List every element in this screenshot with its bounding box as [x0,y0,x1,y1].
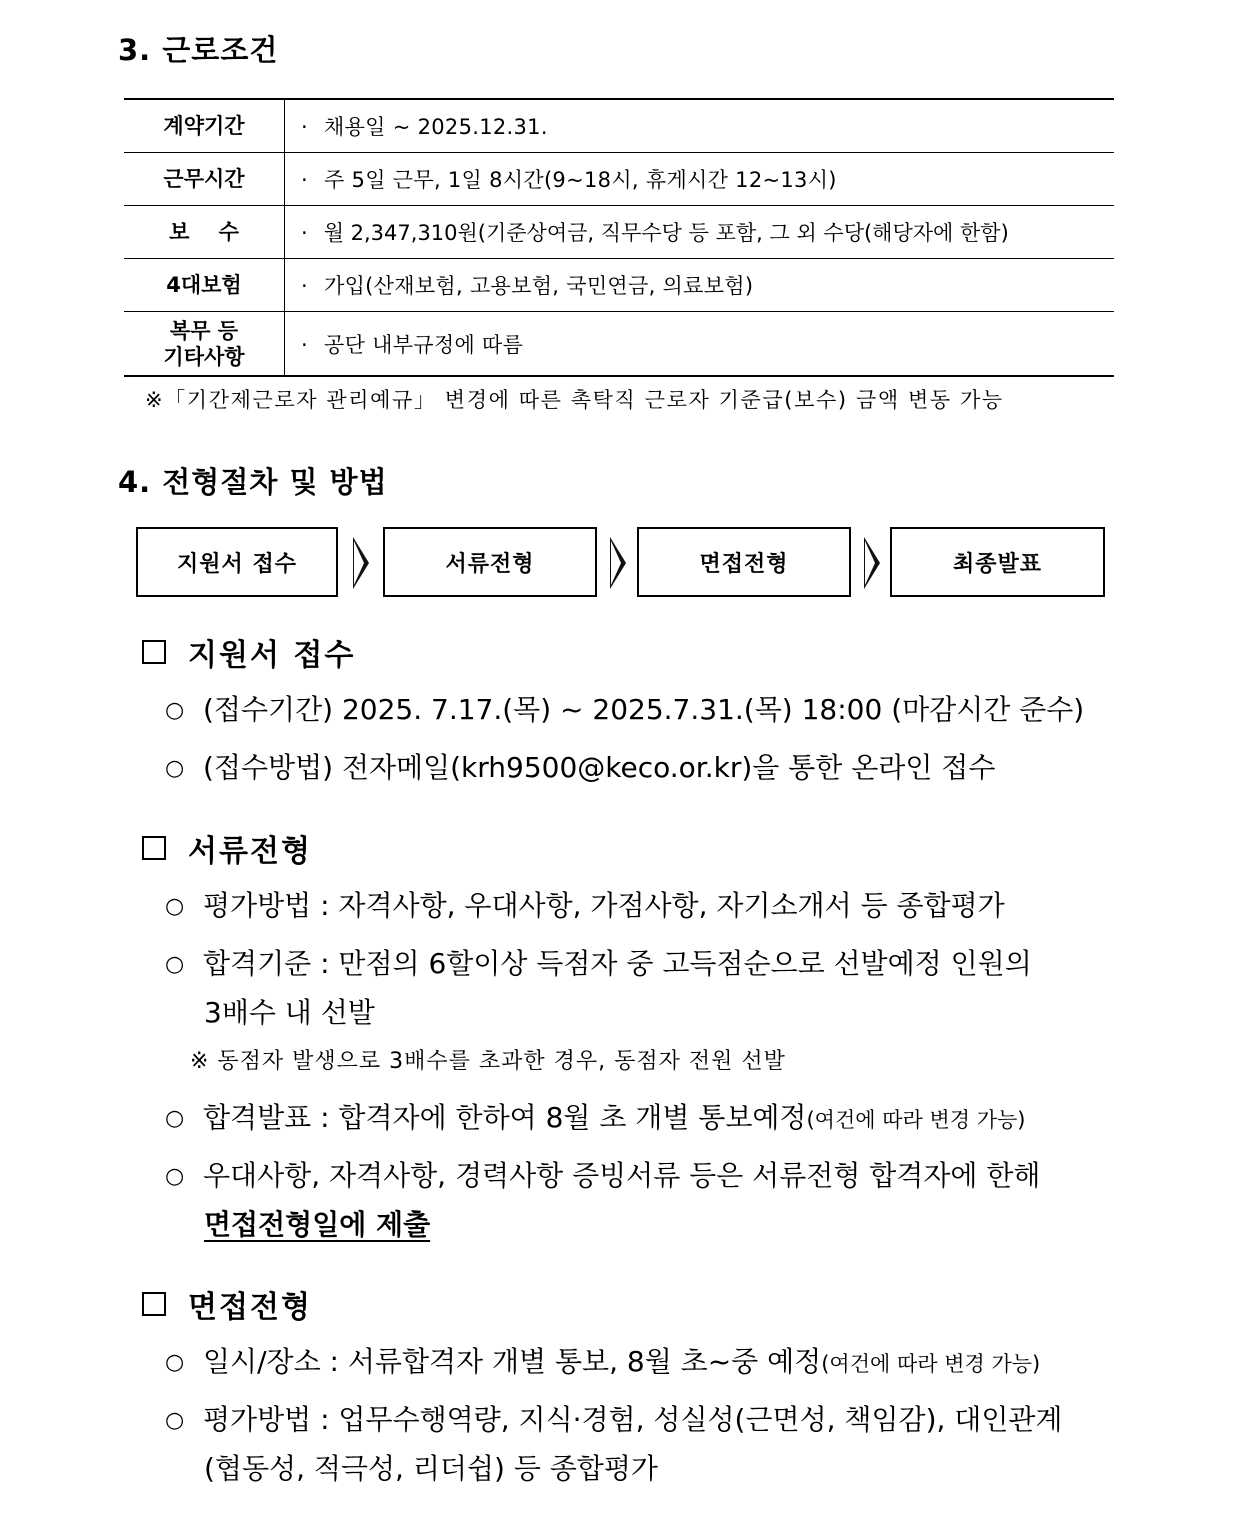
list-item: ○ 일시/장소 : 서류합격자 개별 통보, 8월 초~중 예정(여건에 따라 변경 가능) [165,1338,1125,1388]
table-row [124,99,1114,153]
table-row [124,259,1114,312]
checkbox-square-icon [142,836,166,860]
list-item: ○ 평가방법 : 자격사항, 우대사항, 가점사항, 자기소개서 등 종합평가 [165,882,1125,931]
list-item: ○ (접수기간) 2025. 7.17.(목) ~ 2025.7.31.(목) 18:00 (마감시간 준수) [165,686,1125,735]
work-conditions-table [124,98,1114,377]
table-row [124,153,1114,206]
circle-bullet-icon: ○ [165,1408,185,1433]
row-key: 4대보험 [124,259,285,312]
list-item: ○ (접수방법) 전자메일(krh9500@keco.or.kr)을 통한 온라인 접수 [165,744,1125,793]
row-key: 근무시간 [124,153,285,206]
circle-bullet-icon: ○ [165,1106,185,1131]
subsection-application: 지원서 접수 [142,630,355,674]
flow-arrow-icon [864,537,880,589]
row-key: 계약기간 [124,99,285,153]
salary-change-note: ※「기간제근로자 관리예규」 변경에 따른 촉탁직 근로자 기준급(보수) 금액 변동 가능 [145,388,1004,412]
row-value: · 월 2,347,310원(기준상여금, 직무수당 등 포함, 그 외 수당(해당자에 한함) [285,206,1115,259]
list-item: ○ 평가방법 : 업무수행역량, 지식·경험, 성실성(근면성, 책임감), 대인관계 (협동성, 적극성, 리더쉽) 등 종합평가 [165,1396,1125,1493]
circle-bullet-icon: ○ [165,1164,185,1189]
flow-step-final: 최종발표 [890,527,1105,597]
list-item: ○ 합격기준 : 만점의 6할이상 득점자 중 고득점순으로 선발예정 인원의 3배수 내 선발 [165,940,1125,1037]
flow-arrow-icon [610,537,626,589]
list-item: ○ 우대사항, 자격사항, 경력사항 증빙서류 등은 서류전형 합격자에 한해 면접전형일에 제출 [165,1152,1125,1249]
row-value: · 채용일 ~ 2025.12.31. [285,99,1115,153]
circle-bullet-icon: ○ [165,1350,185,1375]
table-row [124,312,1114,377]
row-value: · 공단 내부규정에 따름 [285,312,1115,377]
section-4-title: 4. 전형절차 및 방법 [118,465,388,499]
submission-emphasis: 면접전형일에 제출 [204,1208,431,1241]
circle-bullet-icon: ○ [165,894,185,919]
circle-bullet-icon: ○ [165,756,185,781]
tie-note: ※ 동점자 발생으로 3배수를 초과한 경우, 동점자 전원 선발 [190,1049,786,1074]
row-value: · 가입(산재보험, 고용보험, 국민연금, 의료보험) [285,259,1115,312]
subsection-document: 서류전형 [142,826,312,870]
flow-step-document: 서류전형 [383,527,597,597]
circle-bullet-icon: ○ [165,698,185,723]
row-value: · 주 5일 근무, 1일 8시간(9~18시, 휴게시간 12~13시) [285,153,1115,206]
subsection-interview: 면접전형 [142,1282,312,1326]
section-3-title: 3. 근로조건 [118,33,279,67]
flow-step-application: 지원서 접수 [136,527,338,597]
flow-step-interview: 면접전형 [637,527,851,597]
checkbox-square-icon [142,640,166,664]
row-key: 복무 등 기타사항 [124,312,285,377]
list-item: ○ 합격발표 : 합격자에 한하여 8월 초 개별 통보예정(여건에 따라 변경 가능) [165,1094,1125,1144]
table-row [124,206,1114,259]
row-key: 보 수 [124,206,285,259]
flow-arrow-icon [353,537,369,589]
circle-bullet-icon: ○ [165,952,185,977]
checkbox-square-icon [142,1292,166,1316]
